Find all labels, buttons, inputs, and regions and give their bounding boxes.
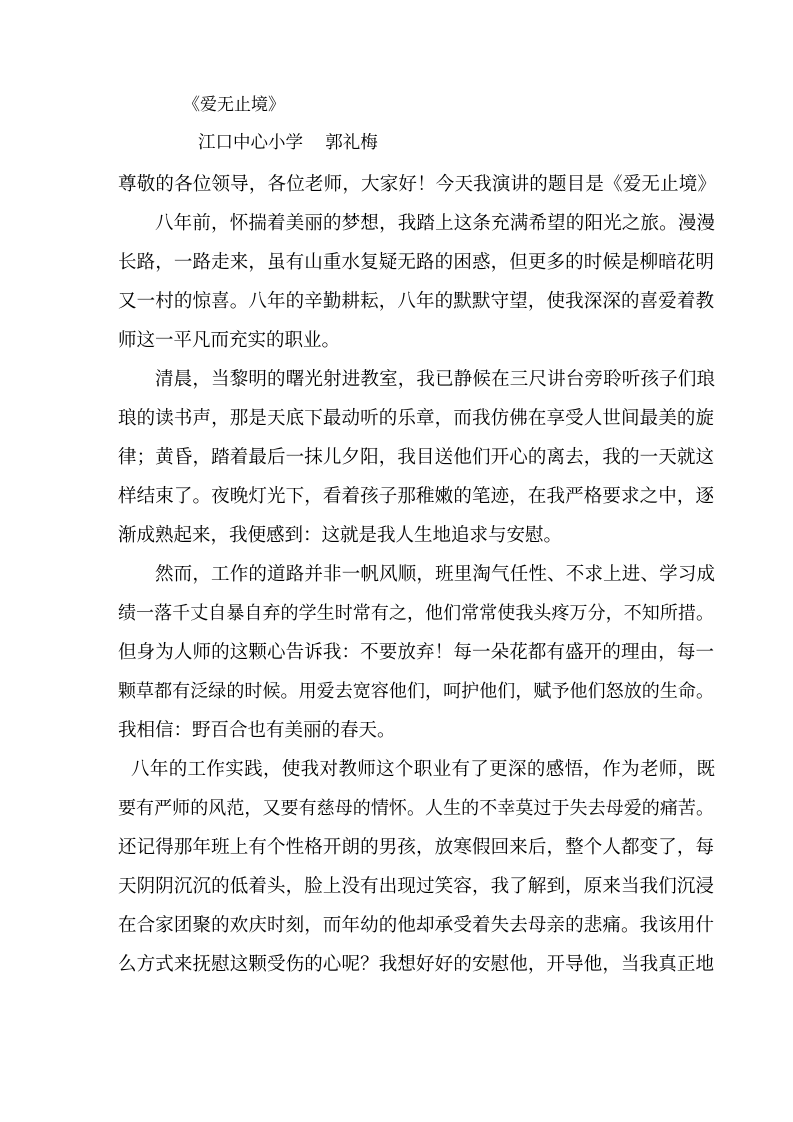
text-line: 么方式来抚慰这颗受伤的心呢？我想好好的安慰他，开导他，当我真正地 <box>118 954 714 975</box>
text-line: 天阴阴沉沉的低着头，脸上没有出现过笑容，我了解到，原来当我们沉浸 <box>118 876 714 897</box>
text-line: 但身为人师的这颗心告诉我：不要放弃！每一朵花都有盛开的理由，每一 <box>118 642 714 663</box>
author-line: 江口中心小学 郭礼梅 <box>198 133 378 153</box>
text-line: 样结束了。夜晚灯光下，看着孩子那稚嫩的笔迹，在我严格要求之中，逐 <box>118 486 714 507</box>
document-title: 《爱无止境》 <box>183 95 285 115</box>
text-line: 我相信：野百合也有美丽的春天。 <box>118 720 396 741</box>
text-line: 要有严师的风范，又要有慈母的情怀。人生的不幸莫过于失去母爱的痛苦。 <box>118 798 714 819</box>
text-line: 琅的读书声，那是天底下最动听的乐章，而我仿佛在享受人世间最美的旋 <box>118 408 714 429</box>
text-line: 渐成熟起来，我便感到：这就是我人生地追求与安慰。 <box>118 525 563 546</box>
text-line: 清晨，当黎明的曙光射进教室，我已静候在三尺讲台旁聆听孩子们琅 <box>155 369 715 390</box>
text-line: 又一村的惊喜。八年的辛勤耕耘，八年的默默守望，使我深深的喜爱着教 <box>118 291 714 312</box>
text-line: 还记得那年班上有个性格开朗的男孩，放寒假回来后，整个人都变了，每 <box>118 837 714 858</box>
text-line: 绩一落千丈自暴自弃的学生时常有之，他们常常使我头疼万分，不知所措。 <box>118 603 714 624</box>
text-line: 在合家团聚的欢庆时刻，而年幼的他却承受着失去母亲的悲痛。我该用什 <box>118 915 714 936</box>
text-line: 然而，工作的道路并非一帆风顺，班里淘气任性、不求上进、学习成 <box>155 564 715 585</box>
text-line: 律；黄昏，踏着最后一抹儿夕阳，我目送他们开心的离去，我的一天就这 <box>118 447 714 468</box>
text-line: 颗草都有泛绿的时候。用爱去宽容他们，呵护他们，赋予他们怒放的生命。 <box>118 681 714 702</box>
text-line: 八年的工作实践，使我对教师这个职业有了更深的感悟，作为老师，既 <box>131 759 715 780</box>
text-line: 尊敬的各位领导，各位老师，大家好！今天我演讲的题目是《爱无止境》 <box>118 174 716 195</box>
text-line: 长路，一路走来，虽有山重水复疑无路的困惑，但更多的时候是柳暗花明 <box>118 252 714 273</box>
text-line: 师这一平凡而充实的职业。 <box>118 330 341 351</box>
text-line: 八年前，怀揣着美丽的梦想，我踏上这条充满希望的阳光之旅。漫漫 <box>155 213 715 234</box>
